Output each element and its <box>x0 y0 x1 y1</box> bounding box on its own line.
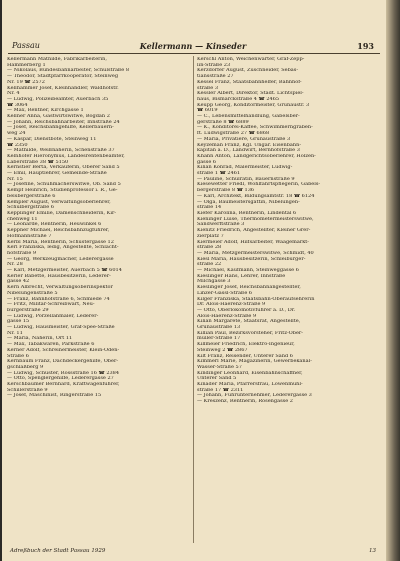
directory-entry-line: kapitän a. D., Landwirt, Bernhofstraße 3 <box>197 148 300 154</box>
directory-entry-line: bergerstraße 8 ☎ 136 <box>197 188 255 194</box>
directory-entry-line: weg 24 <box>7 131 26 137</box>
directory-entry-line: Kern Albrecht, Verwaltungsoberinspektor <box>7 285 113 291</box>
directory-entry-line: — Maria, Näherin, Ort 11 <box>7 336 73 342</box>
directory-entry-line: Laberstraße 38 ☎ 5150 <box>7 159 69 165</box>
directory-entry-line: Kienitz Friedrich, Angestellter, Kleiner Grer- <box>197 228 311 234</box>
directory-entry-line: Kerl Franziska, ledig, Angestellte, Schlacht- <box>7 245 119 251</box>
directory-entry-line: ft. Ludwigstraße 27 ☎ 6868 <box>197 131 270 137</box>
directory-entry-line: — Ludwig, Schuster, Rossstraße 16 ☎ 2384 <box>7 370 120 376</box>
directory-entry-line: — Theodor, Stadtpfarrkooperator, Steinweg <box>7 74 119 80</box>
directory-entry-line: Wasser-Straße 57 <box>197 364 242 370</box>
directory-entry-line: Unterer Sand 5 <box>197 376 237 382</box>
directory-page <box>2 0 386 561</box>
book-binding-edge <box>386 0 400 561</box>
directory-entry-line: Hammerberg 1 <box>7 62 46 68</box>
header-rule <box>8 53 380 54</box>
directory-entry-line: — Kaspar, Dienstbote, Steinweg 11 <box>7 136 97 142</box>
directory-entry-line: lin-Straße 23 <box>197 62 231 68</box>
directory-entry-line: — Otto, Spenglergehilfe, Lederergasse 27 <box>7 376 114 382</box>
directory-entry-line: Kempler August, Verwaltungsoberlehrer, <box>7 199 111 205</box>
directory-entry-line: Dr. Alois-Haerenz-Straße 9 <box>197 302 266 308</box>
directory-entry-line: Kilger Franziska, Staatsbahn-Oberaufsehrerin <box>197 296 315 302</box>
directory-entry-line: ☎ 3064 <box>7 102 28 108</box>
directory-entry-line: straße 28 <box>197 245 222 251</box>
directory-entry-line: — Josef, Maschinist, Ringerstraße 15 <box>7 393 102 399</box>
footer-title: Adreßbuch der Stadt Passau 1929 <box>10 548 106 554</box>
directory-entry-line: müller-Straße 17 <box>197 336 241 342</box>
directory-entry-line: Kelnhofer Hieronymus, Landesrentenbeamter, <box>7 153 125 159</box>
directory-entry-line: — Georg, Werkzeugmacher, Lederergasse <box>7 256 114 262</box>
column-divider <box>193 56 194 543</box>
directory-entry-line: Kinader Maria, Pfarrersfrau, Löwenmühl- <box>197 382 303 388</box>
directory-entry-line: — Karl, Metzgermeister, Auerbach 5 ☎ 6014 <box>7 268 122 274</box>
directory-entry-line: — Josef, Reichsbahngehilfe, Kellerbauern- <box>7 125 114 131</box>
directory-entry-line: — Mathilde, Weißnäherin, Schenstraße 37 <box>7 148 115 154</box>
directory-entry-line: — Emil, Hauptlehrer, Gemeinde-Straße <box>7 171 107 177</box>
directory-entry-line: Schulbergstraße 6 <box>7 205 55 211</box>
directory-entry-line: Hofmannstraße 7 <box>7 233 52 239</box>
directory-entry-line: — Josefine, Schuhmacherswitwe, Ob. Sand 5 <box>7 182 121 188</box>
directory-entry-line: ☎ 2350 <box>7 142 28 148</box>
directory-entry-line: straße 3 <box>197 85 219 91</box>
directory-entry-line: Kerbl Maria, Rentnerin, Schustergasse 12 <box>7 239 114 245</box>
directory-entry-line: Kerschbaumer Bernhard, Kraftwagenführer, <box>7 382 120 388</box>
header-city: Passau <box>12 41 40 50</box>
directory-entry-line: straße 17 ☎ 2311 <box>197 387 244 393</box>
directory-entry-line: — Otto, Oberlokomotivführer a. D., Dr. <box>197 307 296 313</box>
directory-entry-line: Killmeier Friedrich, Elektro-Ingenieur, <box>197 342 295 348</box>
directory-entry-line: Nr. 28 <box>7 262 23 268</box>
directory-entry-line: Nibelungenstraße 5 <box>7 290 58 296</box>
directory-entry-line: Kellermann Mathilde, Fabrikarbeiterin, <box>7 57 107 62</box>
directory-entry-line: Grünaustraße 13 <box>197 325 241 331</box>
directory-entry-line: Kernbaum Franz, Dachdeckergehilfe, Ober- <box>7 359 119 365</box>
directory-entry-line: — Michael, Kaufmann, Steinweggasse 6 <box>197 268 299 274</box>
directory-entry-line: Kiefer Karolina, Rentnerin, Lindental 6 <box>197 210 297 216</box>
directory-entry-line: Alois-Haerenz-Straße 9 <box>197 313 257 319</box>
directory-entry-line: gasse 42 <box>7 279 30 285</box>
directory-entry-line: tiansstraße 27 <box>197 74 234 80</box>
page-number: 193 <box>357 41 374 51</box>
directory-entry-line: Kilian Margarete, Staatsrat, Angestellte, <box>197 319 301 325</box>
directory-entry-line: Kessel Franz, Staatsbahnhelfer, Bahnhof- <box>197 79 302 85</box>
directory-entry-line: — Ludwig, Porzellanmaler, Lederer- <box>7 313 99 319</box>
directory-entry-line: Kerner Adolf, Schreinermeister, Klein-Öden- <box>7 347 120 353</box>
right-column <box>197 57 383 405</box>
directory-entry-line: — Pauline, Schulrätin, Bauernstraße 9 <box>197 176 295 182</box>
directory-entry-line: — Karl, Architekt, Bildungsamtstr. 18 ☎ 6124 <box>197 193 315 199</box>
footer <box>10 546 376 556</box>
directory-entry-line: — K., Konditorei-Kaffee, Schwimmerngraben- <box>197 125 313 131</box>
directory-entry-line: Kellner Anna, Gastwirtswitwe, Bogdan 2 <box>7 114 110 120</box>
directory-entry-line: straße 14 <box>197 205 222 211</box>
directory-entry-line: Kiermeier Adolf, Hilfsarbeiter, Waagemarkt- <box>197 239 309 245</box>
directory-entry-line: — Leonarde, Rentnerin, Heuwinkel 6 <box>7 222 102 228</box>
directory-entry-line: Kellhammer Josef, Kleinhändler, Waldhofstr. <box>7 85 119 91</box>
directory-entry-line: Kilt Franz, Reisender, Unterer Sand 6 <box>197 353 293 359</box>
directory-entry-line: Keyzeman Franz, Kgl. Ungar. Eisenbahn- <box>197 142 302 148</box>
directory-entry-line: Kerschl Anton, Weichenwärter, Graf-Zepp- <box>197 57 305 62</box>
directory-entry-line: Nr. 15 <box>7 176 23 182</box>
directory-entry-line: Kiesl Maria, Hausbesitzerin, Schleiburger- <box>197 256 306 262</box>
directory-entry-line: Steinweg 2 ☎ 2867 <box>197 347 248 353</box>
directory-entry-line: gschlaßberg 9 <box>7 364 44 370</box>
directory-entry-line: Kimmerl Marie, Magazinerin, Gewerbekanal- <box>197 359 312 365</box>
directory-entry-line: — Johann, Reichsbahnarbeiter, Innstraße 24 <box>7 119 120 125</box>
directory-entry-line: Kempf Heinrich, Studienprofessor i. R., Ge- <box>7 188 118 194</box>
directory-entry-line: — Maria, Metzgermeisterswitwe, Schmidt, 40 <box>197 250 314 256</box>
directory-entry-line: Kieslinger Hans, Lehrer, Innstraße <box>197 273 286 279</box>
footer-signature-mark: 13 <box>369 548 376 554</box>
directory-entry-line: — Maria, Privatiere, Grünaustraße 3 <box>197 136 291 142</box>
directory-entry-line: Nr. 19 ☎ 2572 <box>7 79 45 85</box>
directory-entry-line: Nr. 4 <box>7 91 20 97</box>
directory-entry-line: Kessler Albert, Direktor, Städt. Lichtspiel- <box>197 91 304 97</box>
directory-entry-line: Kieninger Luise, Thermometermeisterswitwe, <box>197 216 314 222</box>
directory-entry-line: gasse 15 <box>7 319 30 325</box>
directory-entry-line: Killian Paul, Bezirksvorsteher, Fritz-Ober- <box>197 330 303 336</box>
directory-entry-line: Kerzdörfer August, Zuschneider, Sebas- <box>197 68 299 74</box>
directory-entry-line: straße 1 ☎ 2461 <box>197 171 241 177</box>
directory-entry-line: — Ludwig, Polizeibeamter, Auerbach 35 <box>7 96 109 102</box>
directory-entry-line: — Johann, Fuhrunternehmer, Lederergasse 3 <box>197 393 312 399</box>
directory-entry-line: Milchgasse 3 <box>197 279 231 285</box>
directory-entry-line: Keppner Michael, Reichsbahnzugführer, <box>7 228 110 234</box>
directory-entry-line: Keupp Georg, Konditormeister, Grünaustr. 3 <box>197 102 310 108</box>
directory-entry-line: Kerler Babette, Hausbesitzerin, Lederer- <box>7 273 111 279</box>
running-header <box>12 40 374 52</box>
directory-entry-line: Kindinger Leonhard, Eisenbahnschaffner, <box>197 370 303 376</box>
directory-entry-line: — Franz, Bahnhofstraße 6, Schmiede 74 <box>7 296 110 302</box>
directory-entry-line: — Ludwig, Hausmeister, Graf-Spee-Straße <box>7 325 115 331</box>
directory-entry-line: Kiesewetter Friedl, Wohlfahrtspflegerin, Gabels- <box>197 182 321 188</box>
directory-entry-line: gerstraße 8 ☎ 6889 <box>197 119 249 125</box>
directory-entry-line: — Max, Tabakwaren, Parkstraße 6 <box>7 342 95 348</box>
directory-entry-line: — Kreszenz, Rentnerin, Rosengasse 2 <box>197 399 293 405</box>
directory-entry-line: Linzer-Gassl-Straße 6 <box>197 290 253 296</box>
directory-entry-line: Nr. 11 <box>7 330 23 336</box>
left-column <box>7 57 193 399</box>
directory-entry-line: — Nikolaus, Bundesbahnarbeiter, Schulstraße 8 <box>7 68 130 74</box>
header-name-range: Kellermann — Kinseder <box>139 41 247 51</box>
directory-entry-line: belsbergerstraße 6 <box>7 193 56 199</box>
directory-entry-line: — Max, Rentner, Kirchgasse 1 <box>7 108 84 114</box>
directory-entry-line: — Olga, Baumeistersgattin, Nibelungen- <box>197 199 300 205</box>
directory-entry-line: hofstraße 9 <box>7 250 37 256</box>
directory-entry-line: gasse 6 <box>197 159 217 165</box>
directory-entry-line: Khann Anton, Landgerichtsoberlehrer, Hölzen- <box>197 153 316 159</box>
directory-entry-line: haus, Bismarckstraße 4 ☎ 2465 <box>197 96 280 102</box>
directory-entry-line: Straße 6 <box>7 353 29 359</box>
directory-entry-line: straße 22 <box>197 262 222 268</box>
directory-entry-line: Kilian Konrad, Malermeister, Ludwig- <box>197 165 293 171</box>
directory-entry-line: chenweg 11 <box>7 216 38 222</box>
directory-entry-line: — Fritz, Militär-Schreibwart, Neu- <box>7 302 95 308</box>
directory-entry-line: ☎ 6019 <box>197 108 218 114</box>
directory-entry-line: — C., Lebensmittelhandlung, Gabelsber- <box>197 114 300 120</box>
directory-entry-line: Schillerstraße 9 <box>7 387 48 393</box>
directory-entry-line: Kepplinger Emilie, Damenschneiderin, Kir- <box>7 210 117 216</box>
directory-entry-line: Kernstier Berta, Verkäuferin, Oberer Sand 5 <box>7 165 120 171</box>
directory-entry-line: Sandwerftstraße 3 <box>197 222 245 228</box>
directory-entry-line: burgerstraße 29 <box>7 307 49 313</box>
directory-entry-line: Kieslinger Josef, Reichsbahnangestellter, <box>197 285 301 291</box>
directory-entry-line: zierplatz 7 <box>197 233 224 239</box>
